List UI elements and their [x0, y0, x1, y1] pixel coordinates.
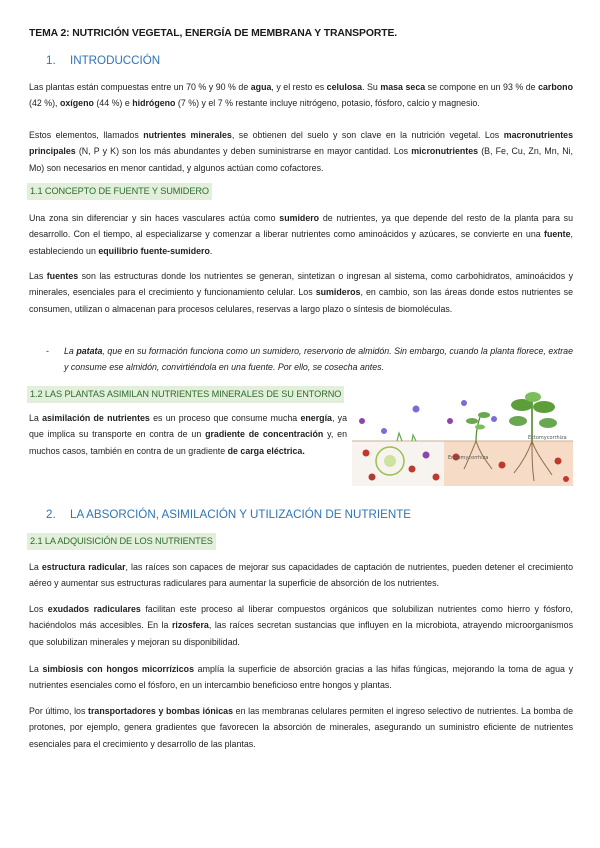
section-1-title: INTRODUCCIÓN	[70, 54, 161, 67]
subsection-1-2-heading: 1.2 LAS PLANTAS ASIMILAN NUTRIENTES MINERALES DE SU ENTORNO	[27, 386, 344, 403]
soil-panel-right	[444, 441, 573, 486]
root-exudates-paragraph: Los exudados radiculares facilitan este proceso al liberar compuestos orgánicos que solubilizan nutrientes como hierro y fósforo, haciéndolos más accesibles. En la rizosfera, las raíces secretan sustancias que influyen en la microbiota, atrayendo microorganismos que solubilizan minerales y mejoran su disponibilidad.	[29, 604, 573, 647]
mycorrhiza-symbiosis-paragraph: La simbiosis con hongos micorrízicos amplía la superficie de absorción gracias a las hifas fúngicas, mejorando la toma de agua y nutrientes esenciales como el fósforo, en un intercambio beneficioso entre hongos y plantas.	[29, 664, 574, 691]
intro-paragraph-1: Las plantas están compuestas entre un 70 % y 90 % de agua, y el resto es celulosa. Su masa seca se compone en un 93 % de carbono (42 %), oxígeno (44 %) e hidrógeno (7 %) y el 7 % restante incluye nitrógeno, potasio, fósforo, calcio y magnesio.	[29, 82, 573, 109]
soil-panel-left	[352, 441, 444, 486]
source-sink-paragraph-1: Una zona sin diferenciar y sin haces vasculares actúa como sumidero de nutrientes, ya que depende del resto de la planta para su desarrollo. Con el tiempo, al especializarse y comenzar a liberar nutrientes como aminoácidos y azúcares, se convierte en una fuente, estableciendo un equilibrio fuente-sumidero.	[29, 213, 573, 256]
subsection-1-1-heading: 1.1 CONCEPTO DE FUENTE Y SUMIDERO	[27, 183, 212, 200]
ectomycorrhiza-label: Ectomycorrhiza	[528, 435, 567, 441]
sprouts-icon	[397, 433, 416, 441]
ion-transporters-paragraph: Por último, los transportadores y bombas iónicas en las membranas celulares permiten el ingreso selectivo de nutrientes. La bomba de protones, por ejemplo, genera gradientes que favorecen la absorción de minerales, asegurando un suministro eficiente de nutrientes esenciales para el crecimiento y desarrollo de las plantas.	[29, 706, 573, 749]
document-title: TEMA 2: NUTRICIÓN VEGETAL, ENERGÍA DE MEMBRANA Y TRANSPORTE.	[29, 28, 398, 39]
section-1-number: 1.	[46, 54, 56, 67]
section-2-number: 2.	[46, 508, 56, 521]
large-plant-icon	[509, 392, 557, 441]
mycorrhiza-illustration	[352, 391, 573, 486]
bullet-mark: -	[46, 346, 49, 356]
intro-paragraph-2: Estos elementos, llamados nutrientes minerales, se obtienen del suelo y son clave en la nutrición vegetal. Los macronutrientes principales (N, P y K) son los más abundantes y deben suministrarse en mayor cantidad. Los micronutrientes (B, Fe, Cu, Zn, Mn, Ni, Mo) son necesarios en menor cantidad, y algunos actúan como cofactores.	[29, 130, 574, 173]
small-plant-icon	[466, 412, 490, 441]
section-2-heading	[46, 508, 411, 521]
source-sink-paragraph-2: Las fuentes son las estructuras donde los nutrientes se generan, sintetizan o ingresan al sistema, como carbohidratos, aminoácidos y minerales, esenciales para el crecimiento y funcionamiento celular. Los sumideros, en cambio, son las áreas donde estos nutrientes se consumen, utilizan o almacenan para procesos celulares, reservas a largo plazo o síntesis de biomoléculas.	[29, 271, 573, 314]
root-structure-paragraph: La estructura radicular, las raíces son capaces de mejorar sus capacidades de captación de nutrientes, pueden detener el crecimiento aéreo y aumentar sus estructuras radiculares para aumentar la superficie de absorción de los nutrientes.	[29, 562, 573, 589]
subsection-2-1-heading: 2.1 LA ADQUISICIÓN DE LOS NUTRIENTES	[27, 533, 216, 550]
assimilation-paragraph: La asimilación de nutrientes es un proceso que consume mucha energía, ya que implica su transporte en contra de un gradiente de concentración y, en muchos casos, también en contra de un gradiente de carga eléctrica.	[29, 413, 348, 456]
section-2-title: LA ABSORCIÓN, ASIMILACIÓN Y UTILIZACIÓN DE NUTRIENTE	[70, 508, 412, 521]
potato-example-bullet: La patata, que en su formación funciona como un sumidero, reservorio de almidón. Sin embargo, cuando la planta florece, extrae y consume ese almidón, convirtiéndola en una fuente. Por ello, se cosecha antes.	[64, 346, 573, 373]
endomycorrhiza-label: Endomycorrhiza	[448, 455, 489, 461]
section-1-heading	[46, 54, 160, 67]
